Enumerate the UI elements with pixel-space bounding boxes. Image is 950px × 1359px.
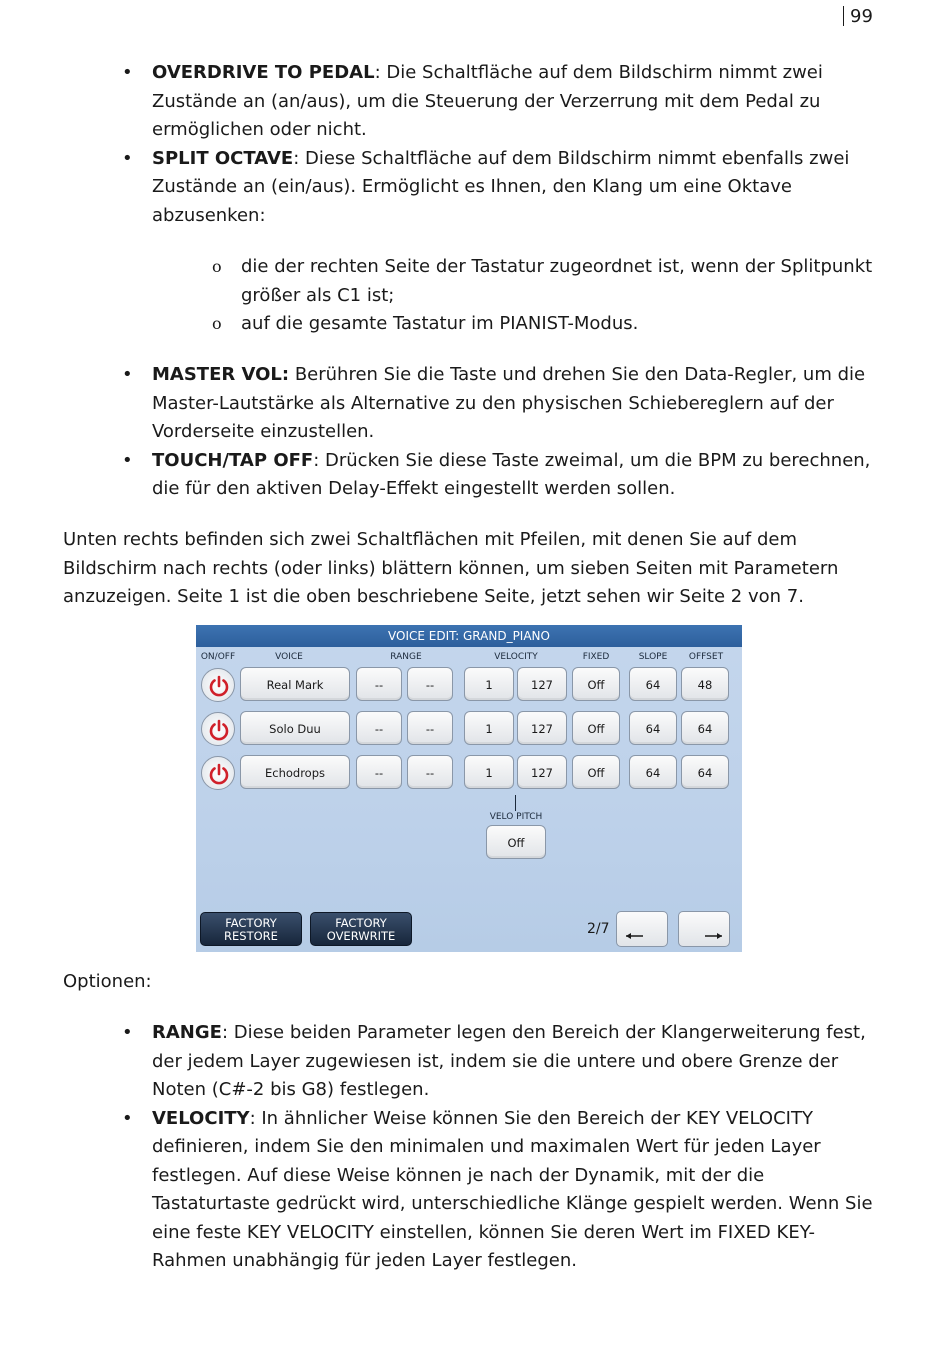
sub-bullet-pianist: o auf die gesamte Tastatur im PIANIST-Modus. — [208, 310, 878, 339]
text-split-octave: : Diese Schaltfläche auf dem Bildschirm nimmt ebenfalls zwei Zustände an (ein/aus). Ermöglicht es Ihnen, den Klang um eine Oktave abzusenken: — [152, 147, 850, 226]
range-lo-row3[interactable]: -- — [356, 755, 402, 789]
range-hi-row1[interactable]: -- — [407, 667, 453, 701]
vel-max-row1[interactable]: 127 — [517, 667, 567, 701]
arrow-left-icon — [617, 912, 669, 948]
text-velocity: : In ähnlicher Weise können Sie den Bereich der KEY VELOCITY definieren, indem Sie den minimalen und maximalen Wert für jeden Layer festlegen. Auf diese Weise können je nach der Dynamik, mit der die Tastaturtaste gedrückt wird, unterschiedliche Klänge gespielt werden. Wenn Sie eine feste KEY VELOCITY einstellen, können Sie deren Wert im FIXED KEY-Rahmen unabhängig für jeden Layer festlegen. — [152, 1107, 873, 1271]
fixed-row1[interactable]: Off — [572, 667, 620, 701]
header-range: RANGE — [390, 652, 422, 662]
offset-row3[interactable]: 64 — [681, 755, 729, 789]
offset-row2[interactable]: 64 — [681, 711, 729, 745]
power-icon — [207, 762, 231, 786]
factory-overwrite-line1: FACTORY — [335, 916, 387, 930]
page-number: 99 — [843, 6, 873, 27]
range-lo-row1[interactable]: -- — [356, 667, 402, 701]
text-touch-tap: : Drücken Sie diese Taste zweimal, um die BPM zu berechnen, die für den aktiven Delay-Effekt eingestellt werden sollen. — [152, 449, 871, 499]
power-button-row3[interactable] — [201, 756, 235, 790]
next-page-button[interactable] — [678, 911, 730, 947]
bullet-list-bottom — [120, 1019, 880, 1276]
header-fixed: FIXED — [582, 652, 610, 662]
bullet-master-vol — [120, 361, 880, 447]
range-lo-row2[interactable]: -- — [356, 711, 402, 745]
text-overdrive: : Die Schaltfläche auf dem Bildschirm nimmt zwei Zustände an (an/aus), um die Steuerung der Verzerrung mit dem Pedal zu ermöglichen oder nicht. — [152, 62, 823, 140]
text-range: : Diese beiden Parameter legen den Bereich der Klangerweiterung fest, der jedem Layer zugewiesen ist, indem sie die untere und obere Grenze der Noten (C#-2 bis G8) festlegen. — [152, 1022, 866, 1100]
term-overdrive: OVERDRIVE TO PEDAL — [152, 62, 375, 83]
bullet-list-mid — [120, 361, 880, 504]
power-button-row2[interactable] — [201, 712, 235, 746]
vel-min-row1[interactable]: 1 — [464, 667, 514, 701]
voice-button-row2[interactable]: Solo Duu — [240, 711, 350, 745]
factory-restore-line2: RESTORE — [224, 929, 278, 943]
fixed-row3[interactable]: Off — [572, 755, 620, 789]
voice-button-row1[interactable]: Real Mark — [240, 667, 350, 701]
screen-title: VOICE EDIT: GRAND_PIANO — [196, 625, 742, 647]
header-voice: VOICE — [275, 652, 303, 662]
header-onoff: ON/OFF — [200, 652, 236, 662]
offset-row1[interactable]: 48 — [681, 667, 729, 701]
factory-overwrite-line2: OVERWRITE — [326, 929, 396, 943]
velo-pitch-connector — [515, 795, 516, 811]
prev-page-button[interactable] — [616, 911, 668, 947]
header-slope: SLOPE — [638, 652, 668, 662]
power-button-row1[interactable] — [201, 668, 235, 702]
velo-pitch-button[interactable]: Off — [486, 825, 546, 859]
power-icon — [207, 674, 231, 698]
fixed-row2[interactable]: Off — [572, 711, 620, 745]
velo-pitch-label: VELO PITCH — [489, 812, 543, 822]
sub-bullet-list — [208, 253, 878, 339]
page-indicator: 2/7 — [587, 921, 610, 937]
text-master-vol: Berühren Sie die Taste und drehen Sie den Data-Regler, um die Master-Lautstärke als Alternative zu den physischen Schiebereglern auf der Vorderseite einzustellen. — [152, 364, 866, 442]
factory-restore-button[interactable] — [200, 912, 302, 946]
vel-max-row3[interactable]: 127 — [517, 755, 567, 789]
body-paragraph: Unten rechts befinden sich zwei Schaltflächen mit Pfeilen, mit denen Sie auf dem Bildschirm nach rechts (oder links) blättern können, um sieben Seiten mit Parametern anzuzeigen. Seite 1 ist die oben beschriebene Seite, jetzt sehen wir Seite 2 von 7. — [63, 529, 839, 607]
power-icon — [207, 718, 231, 742]
bullet-range — [120, 1019, 880, 1105]
term-touch-tap: TOUCH/TAP OFF — [152, 449, 314, 471]
range-hi-row2[interactable]: -- — [407, 711, 453, 745]
term-range: RANGE — [152, 1022, 222, 1043]
slope-row3[interactable]: 64 — [629, 755, 677, 789]
header-offset: OFFSET — [688, 652, 724, 662]
voice-button-row3[interactable]: Echodrops — [240, 755, 350, 789]
voice-edit-screenshot — [196, 625, 742, 952]
vel-min-row2[interactable]: 1 — [464, 711, 514, 745]
factory-restore-line1: FACTORY — [225, 916, 277, 930]
arrow-right-icon — [679, 912, 731, 948]
range-hi-row3[interactable]: -- — [407, 755, 453, 789]
term-master-vol: MASTER VOL: — [152, 364, 290, 385]
sub-bullet-right-side: o die der rechten Seite der Tastatur zugeordnet ist, wenn der Splitpunkt größer als C1 ist; — [208, 253, 878, 310]
slope-row2[interactable]: 64 — [629, 711, 677, 745]
vel-max-row2[interactable]: 127 — [517, 711, 567, 745]
bullet-list-top — [120, 59, 880, 230]
factory-overwrite-button[interactable] — [310, 912, 412, 946]
bullet-overdrive — [120, 59, 880, 145]
vel-min-row3[interactable]: 1 — [464, 755, 514, 789]
bullet-touch-tap — [120, 447, 880, 504]
bullet-split-octave — [120, 145, 880, 231]
bullet-velocity — [120, 1105, 880, 1276]
optionen-label: Optionen: — [63, 971, 152, 992]
slope-row1[interactable]: 64 — [629, 667, 677, 701]
term-velocity: VELOCITY — [152, 1107, 250, 1129]
term-split-octave: SPLIT OCTAVE — [152, 147, 294, 169]
header-velocity: VELOCITY — [494, 652, 538, 662]
